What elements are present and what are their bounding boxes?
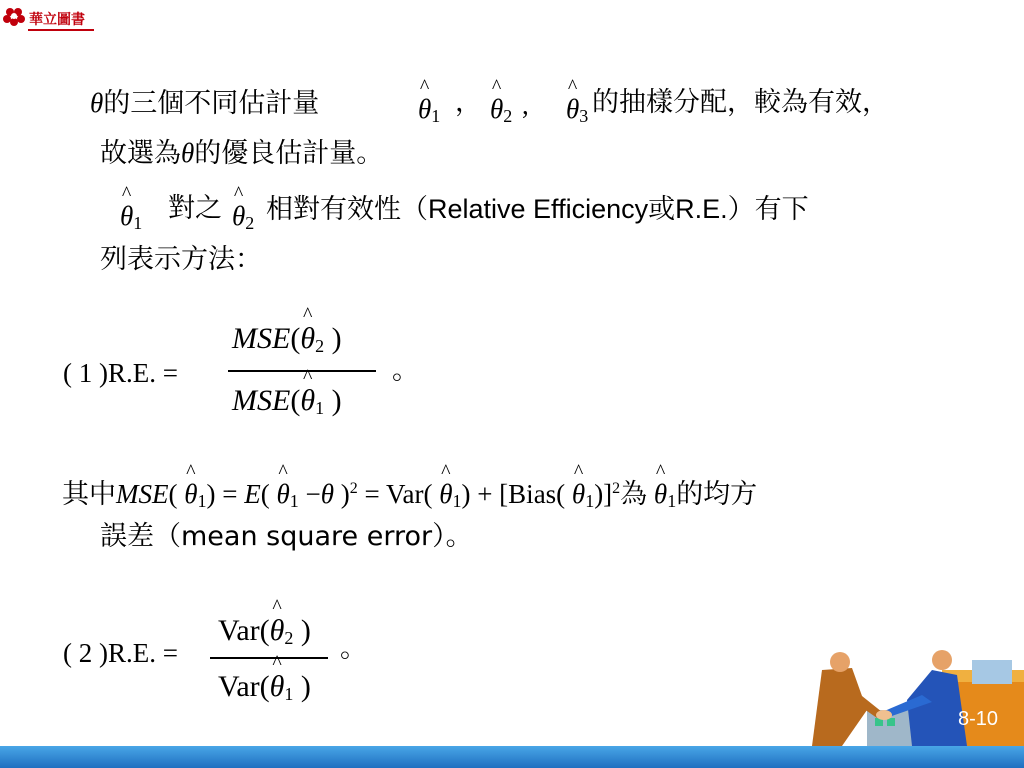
page-number: 8-10 <box>957 708 998 730</box>
formula1-numerator: MSE(^ $\theta_2$ ) <box>232 322 342 357</box>
theta-hat-3: ^ $\theta_3$ <box>566 94 588 127</box>
formula2-denominator: Var(^ $\theta_1$ ) <box>218 670 311 705</box>
para1-text-a: 的三個不同估計量 <box>103 88 320 119</box>
theta-hat-1: ^ $\theta_1$ <box>418 94 440 127</box>
para1-line1 <box>90 86 319 121</box>
para1-line2-a: 故選為 <box>100 138 181 169</box>
para1-line2 <box>100 136 383 171</box>
para1-line2-b: 的優良估計量。 <box>194 138 384 169</box>
theta-symbol-2: θ <box>181 138 195 168</box>
theta-hat-2: ^ $\theta_2$ <box>490 94 512 127</box>
logo-underline <box>28 29 94 31</box>
para2-text-b: 相對有效性（ <box>266 194 428 225</box>
para2-text-a: 對之 <box>168 193 222 224</box>
formula1-fraction-bar <box>228 370 376 372</box>
formula2-end: 。 <box>340 633 367 664</box>
formula2-fraction-bar <box>210 657 328 659</box>
theta-hat-1b: ^ $\theta_1$ <box>120 201 142 234</box>
para3-line1: 其中MSE( ^ $\theta_1) = E$( ^ $\theta_1 -\theta$ )$^2$ = Var( ^ $\theta_1$) + [Bias( ^ $\theta_1)]^2$為 ^ $\theta_1$的均方 <box>62 472 757 512</box>
para2-line2: 列表示方法： <box>100 244 262 275</box>
para1-sep2: , <box>522 90 529 120</box>
formula1-denominator: MSE(^ $\theta_1$ ) <box>232 384 342 419</box>
publisher-name: 華立圖書 <box>29 12 85 28</box>
formula1-label: ( 1 )R.E. = <box>63 358 178 388</box>
para2-text-c: ）有下 <box>727 194 809 225</box>
para3-line2: 誤差（mean square error）。 <box>100 521 473 552</box>
para2-english: Relative Efficiency或R.E. <box>428 194 728 224</box>
bottom-bar <box>0 746 1024 768</box>
flower-logo-icon <box>2 6 28 28</box>
para1-text-b: 的抽樣分配，較為有效， <box>592 87 889 118</box>
formula2-numerator: Var(^ $\theta_2$ ) <box>218 614 311 649</box>
para2-line1 <box>266 192 809 227</box>
publisher-logo <box>2 2 97 32</box>
formula1-end: 。 <box>392 355 419 386</box>
theta-hat-2b: ^ $\theta_2$ <box>232 201 254 234</box>
theta-symbol: θ <box>90 88 104 118</box>
para1-sep1: ， <box>455 87 482 118</box>
formula2-label: ( 2 )R.E. = <box>63 638 178 668</box>
